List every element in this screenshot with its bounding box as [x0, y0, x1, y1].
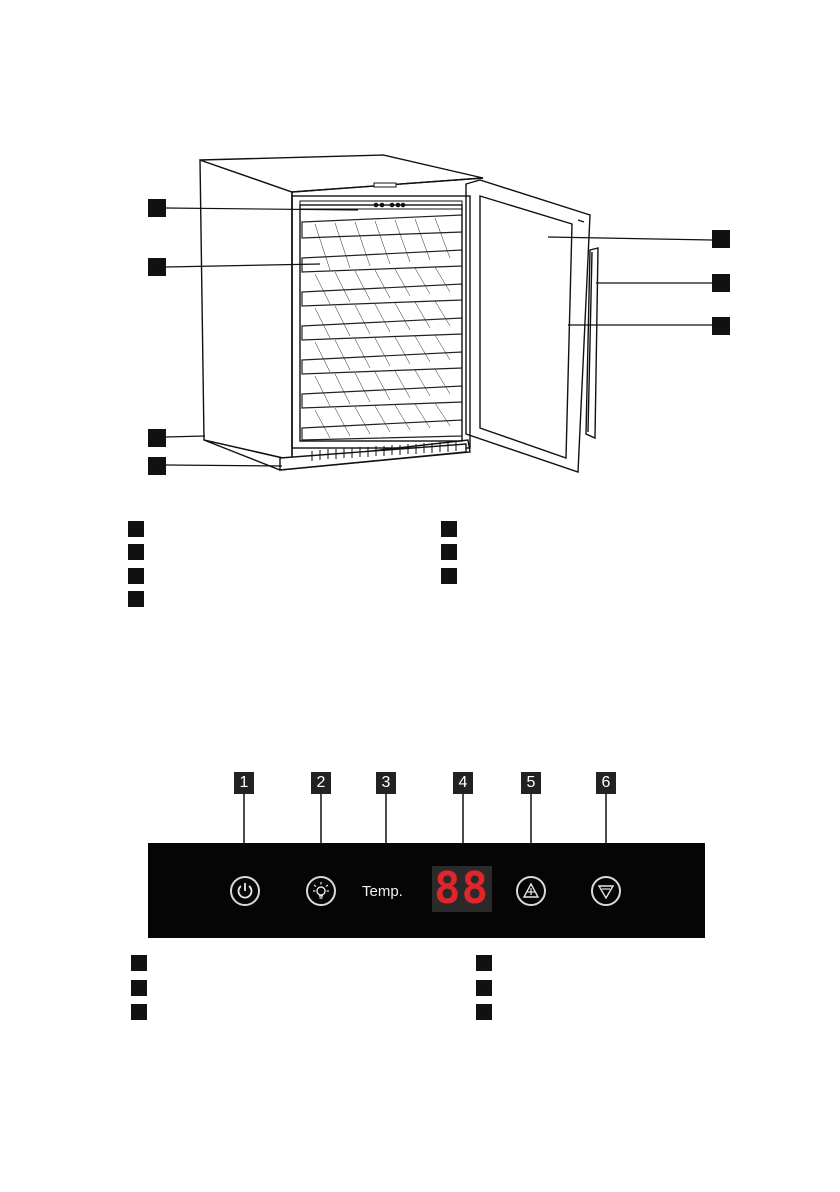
callout-number-4: 4: [453, 772, 473, 794]
light-icon: [308, 878, 334, 904]
temp-up-button[interactable]: [516, 876, 546, 906]
legend-marker: [128, 544, 144, 560]
temperature-display: [432, 863, 492, 914]
cabinet-body: [200, 155, 483, 470]
callout-number-5: 5: [521, 772, 541, 794]
temp-down-button[interactable]: [591, 876, 621, 906]
legend-marker: [128, 568, 144, 584]
control-panel: [148, 843, 705, 938]
callout-number-6: 6: [596, 772, 616, 794]
callout-number-2: 2: [311, 772, 331, 794]
callout-leaders: [166, 208, 712, 466]
legend-marker: [128, 591, 144, 607]
callout-marker: [148, 258, 166, 276]
up-arrow-icon: [518, 878, 544, 904]
callout-number-3: 3: [376, 772, 396, 794]
legend-marker: [131, 1004, 147, 1020]
callout-marker: [148, 199, 166, 217]
legend-marker: [476, 980, 492, 996]
legend-marker: [131, 955, 147, 971]
light-button[interactable]: [306, 876, 336, 906]
legend-marker: [131, 980, 147, 996]
power-icon: [232, 878, 258, 904]
legend-marker: [476, 955, 492, 971]
temp-label: Temp.: [362, 883, 403, 900]
legend-marker: [128, 521, 144, 537]
legend-marker: [476, 1004, 492, 1020]
wine-shelves: [302, 215, 462, 440]
panel-leaders: [0, 780, 840, 850]
callout-marker: [712, 317, 730, 335]
callout-number-1: 1: [234, 772, 254, 794]
display-digits: 88: [434, 863, 489, 914]
callout-marker: [148, 429, 166, 447]
callout-marker: [712, 230, 730, 248]
legend-marker: [441, 568, 457, 584]
callout-marker: [712, 274, 730, 292]
power-button[interactable]: [230, 876, 260, 906]
down-arrow-icon: [593, 878, 619, 904]
callout-marker: [148, 457, 166, 475]
glass-door: [466, 180, 598, 472]
legend-marker: [441, 544, 457, 560]
legend-marker: [441, 521, 457, 537]
